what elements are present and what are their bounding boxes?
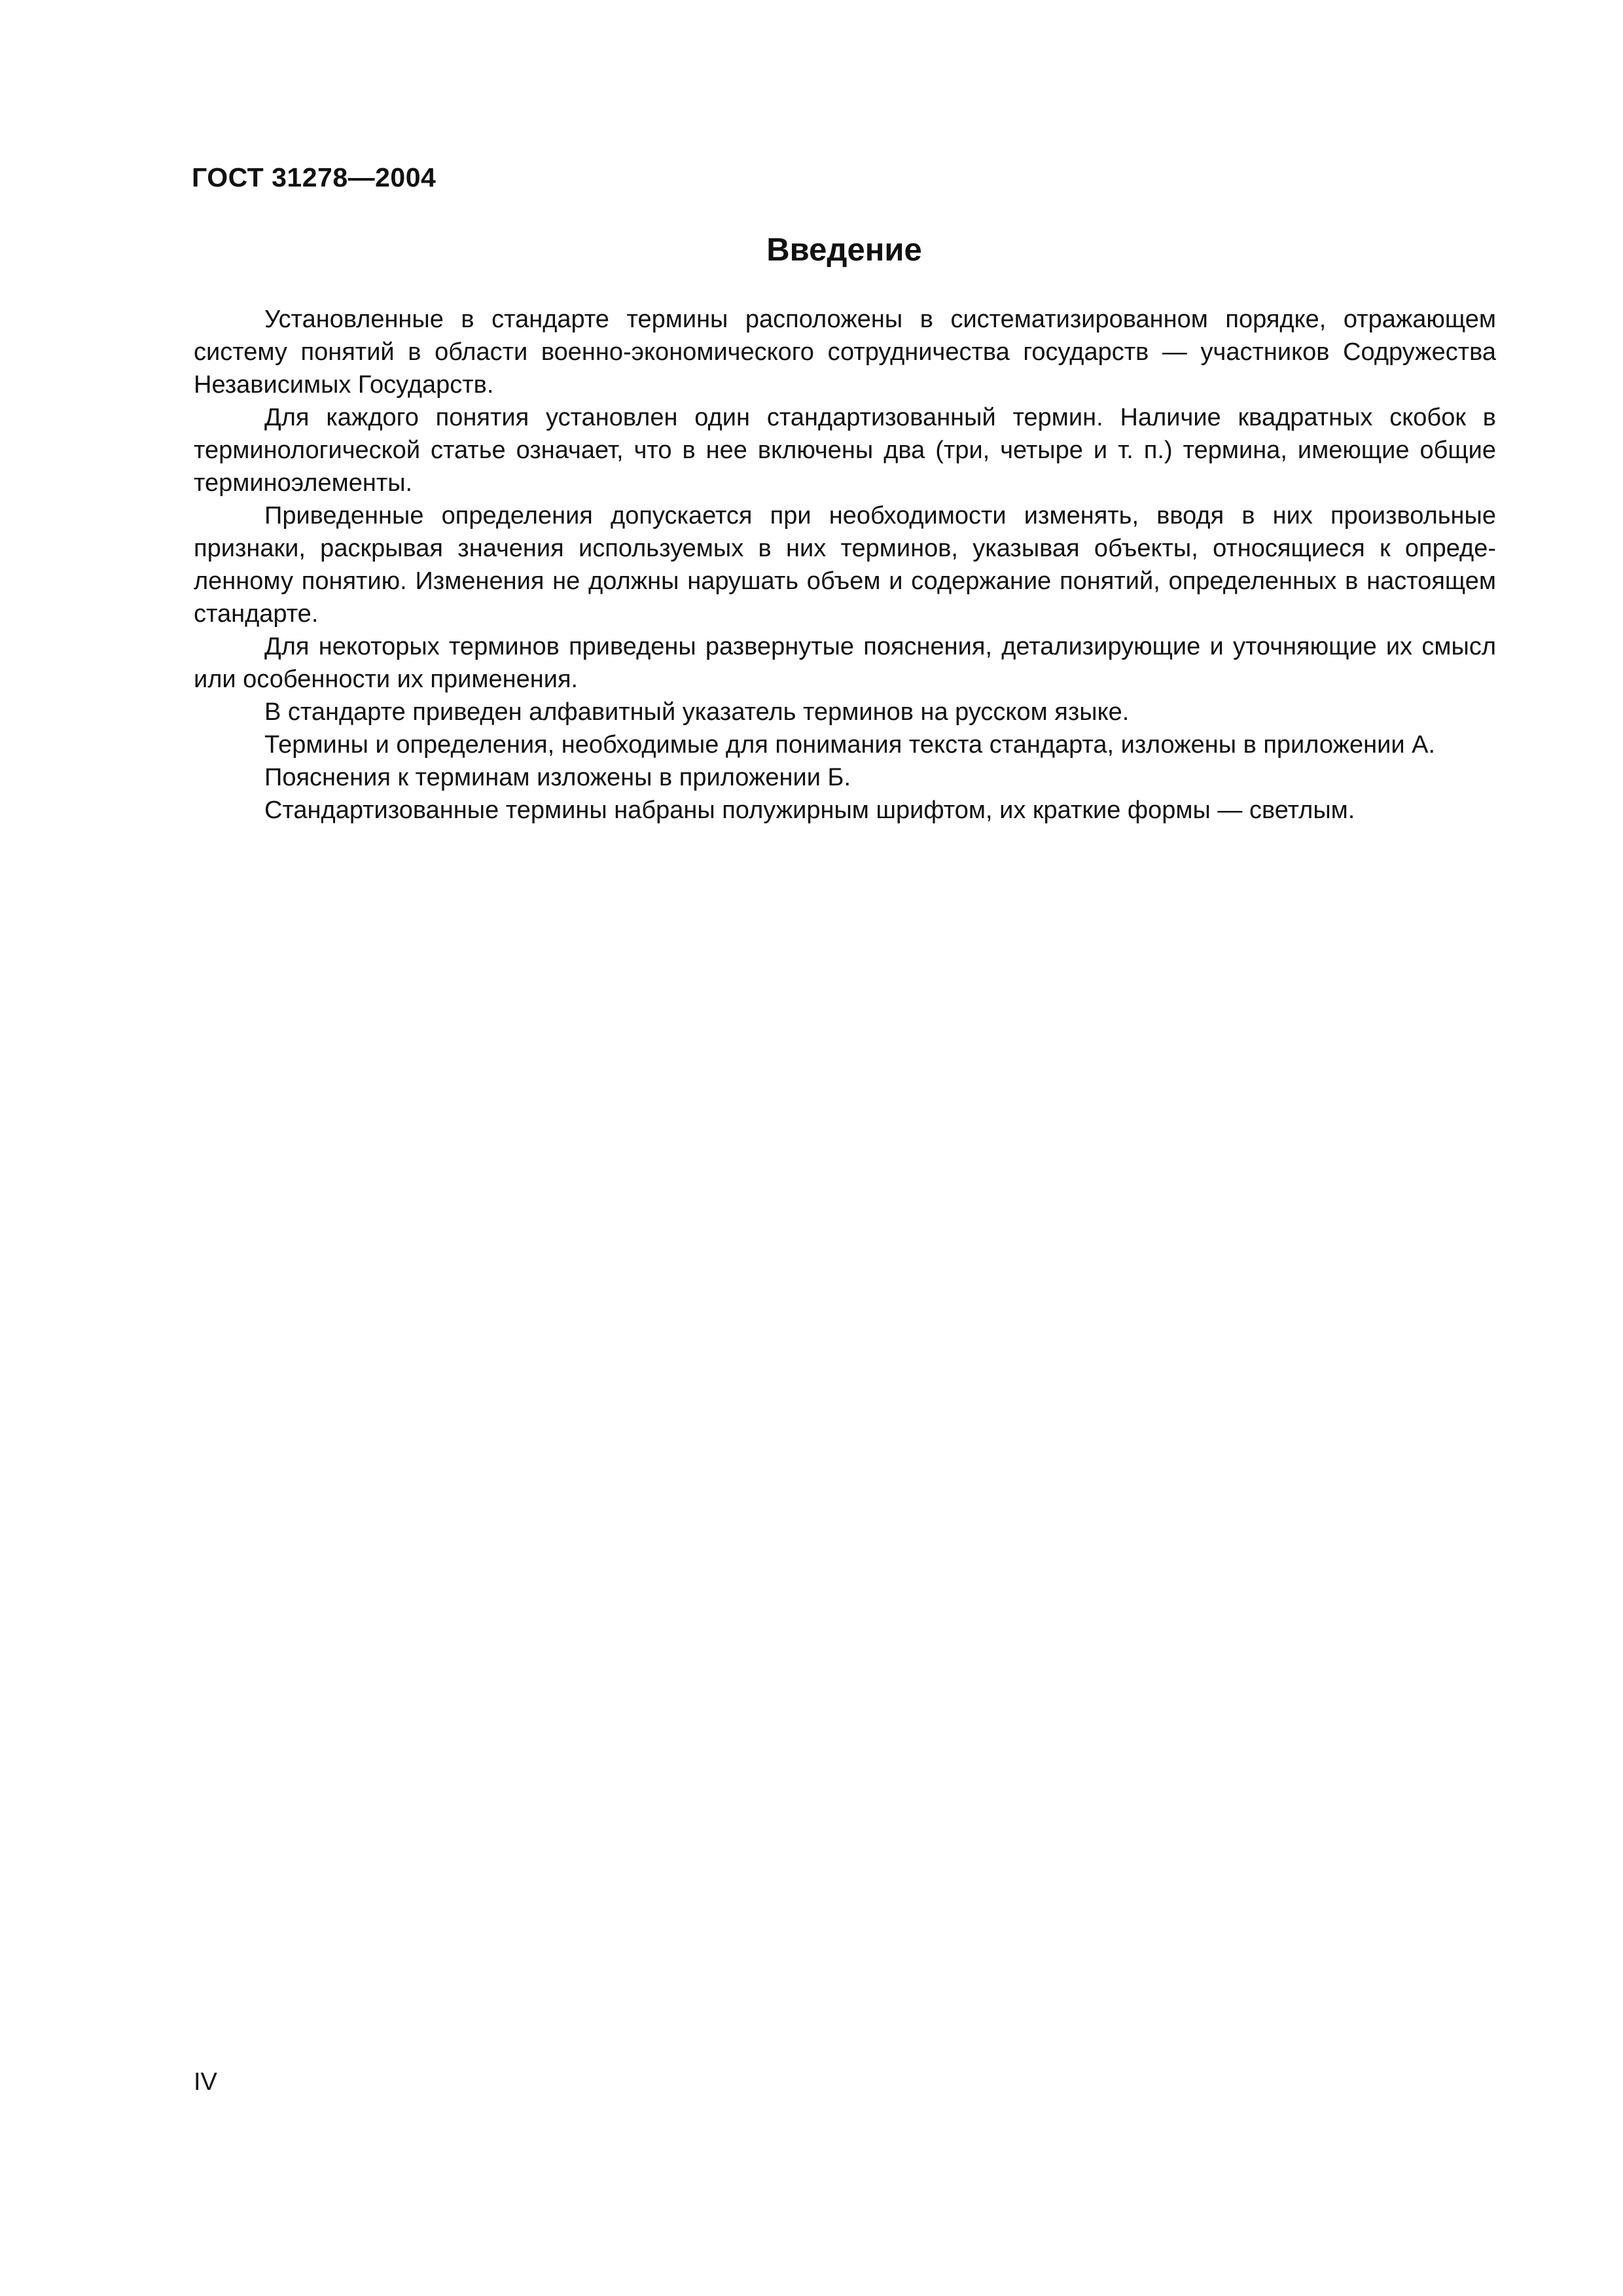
paragraph-2: Для каждого понятия установлен один стандартизованный термин. Наличие квадратных скобок в терминологической статье означает, что в нее включены два (три, четыре и т. п.) термина, имеющие общие терминоэлементы.: [194, 404, 1496, 497]
paragraph-3: Приведенные определения допускается при необходимости изменять, вводя в них произвольные признаки, раскрывая значения используемых в них терминов, указывая объекты, относящиеся к определенному понятию. Изменения не должны нарушать объем и содержание понятий, определенных в настоящем стандарте.: [194, 502, 1496, 628]
paragraph-1: Установленные в стандарте термины расположены в систематизированном порядке, отражающем систему понятий в области военно-экономического сотрудничества государств — участников Содружества Независимых Государств.: [194, 306, 1496, 399]
paragraph-8: Стандартизованные термины набраны полужирным шрифтом, их краткие формы — светлым.: [264, 797, 1355, 824]
paragraph-7: Пояснения к терминам изложены в приложении Б.: [264, 764, 851, 791]
paragraph-5: В стандарте приведен алфавитный указатель терминов на русском языке.: [264, 698, 1130, 726]
paragraph-4: Для некоторых терминов приведены развернутые пояснения, детализирующие и уточняющие их смысл или особенности их применения.: [194, 633, 1496, 693]
document-code: ГОСТ 31278—2004: [192, 162, 437, 192]
paragraph-6: Термины и определения, необходимые для понимания текста стандарта, изложены в приложении А.: [264, 731, 1436, 759]
section-title: Введение: [766, 232, 922, 268]
page-number: IV: [194, 2068, 217, 2096]
introduction-body: [194, 303, 1496, 827]
